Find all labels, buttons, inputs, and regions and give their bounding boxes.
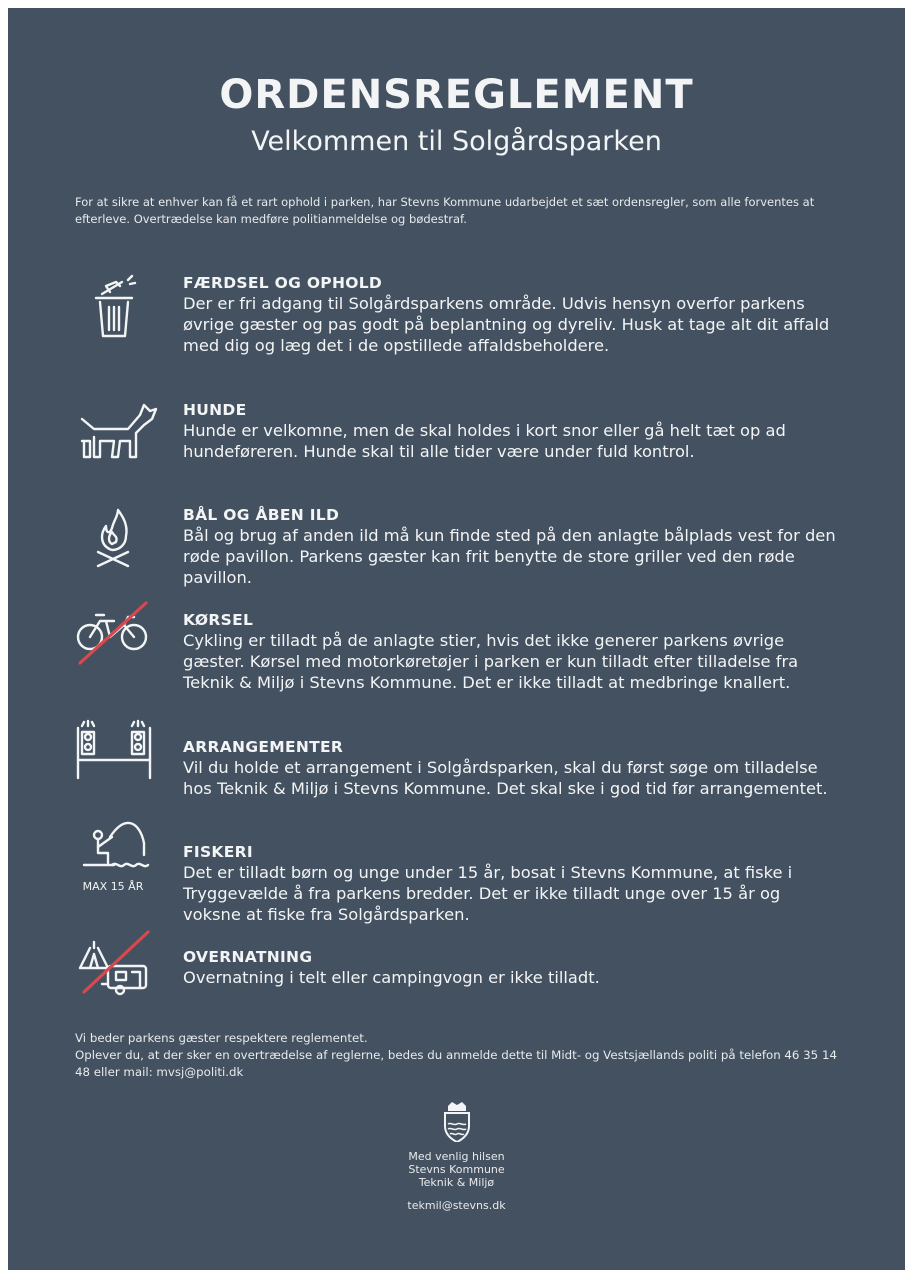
fishing-icon — [70, 843, 156, 913]
stevns-crest-icon — [440, 1102, 474, 1142]
rule-heading: BÅL OG ÅBEN ILD — [183, 506, 340, 524]
signature-greeting: Med venlig hilsen — [408, 1150, 505, 1163]
rule-body: Der er fri adgang til Solgårdsparkens område. Udvis hensyn overfor parkens øvrige gæster og pas godt på beplantning og dyreliv. Husk at tage alt dit affald med dig og læg det i de opstillede affaldsbeholdere. — [183, 294, 830, 355]
rule-body: Vil du holde et arrangement i Solgårdsparken, skal du først søge om tilladelse hos Teknik & Miljø i Stevns Kommune. Det skal ske i god tid før arrangementet. — [183, 758, 828, 798]
rule-heading: ARRANGEMENTER — [183, 738, 344, 756]
rule-body: Hunde er velkomne, men de skal holdes i kort snor eller gå helt tæt op ad hundeføreren. Hunde skal til alle tider være under fuld kontrol. — [183, 421, 786, 461]
page-title: ORDENSREGLEMENT — [219, 72, 694, 118]
signature-block — [8, 1150, 905, 1189]
contact-email[interactable]: tekmil@stevns.dk — [407, 1199, 506, 1212]
footer-line-respect: Vi beder parkens gæster respektere reglementet. — [75, 1031, 368, 1045]
poster — [8, 8, 905, 1270]
no-camping-icon — [70, 948, 156, 1018]
signature-organisation: Stevns Kommune — [408, 1163, 505, 1176]
rule-heading: OVERNATNING — [183, 948, 313, 966]
intro-text: For at sikre at enhver kan få et rart ophold i parken, har Stevns Kommune udarbejdet et sæt ordensregler, som alle forventes at efterleve. Overtrædelse kan medføre politianmeldelse og bødestraf. — [75, 195, 815, 226]
rule-heading: KØRSEL — [183, 611, 254, 629]
rule-body: Bål og brug af anden ild må kun finde sted på den anlagte bålplads vest for den røde pavillon. Parkens gæster kan frit benytte de store griller ved den røde pavillon. — [183, 526, 836, 587]
footer-line-report: Oplever du, at der sker en overtrædelse af reglerne, bedes du anmelde dette til Midt- og Vestsjællands politi på telefon 46 35 14 48 eller mail: mvsj@politi.dk — [75, 1048, 837, 1079]
page-subtitle: Velkommen til Solgårdsparken — [251, 126, 662, 157]
dog-icon — [70, 401, 156, 471]
stage-speakers-icon — [70, 738, 156, 808]
campfire-icon — [70, 506, 156, 576]
rule-heading: HUNDE — [183, 401, 247, 419]
no-moped-icon — [70, 611, 156, 681]
fishing-age-caption: MAX 15 ÅR — [82, 880, 144, 893]
rule-body: Det er tilladt børn og unge under 15 år, bosat i Stevns Kommune, at fiske i Tryggevælde å fra parkens bredder. Det er ikke tilladt unge over 15 år og voksne at fiske fra Solgårdsparken. — [183, 863, 793, 924]
rule-heading: FISKERI — [183, 843, 253, 861]
footer-notice — [75, 1030, 855, 1081]
rule-body: Overnatning i telt eller campingvogn er ikke tilladt. — [183, 968, 600, 987]
signature-department: Teknik & Miljø — [418, 1176, 495, 1189]
rule-body: Cykling er tilladt på de anlagte stier, hvis det ikke generer parkens øvrige gæster. Kørsel med motorkøretøjer i parken er kun tilladt efter tilladelse fra Teknik & Miljø i Stevns Kommune. Det er ikke tilladt at medbringe knallert. — [183, 631, 799, 692]
rule-heading: FÆRDSEL OG OPHOLD — [183, 274, 383, 292]
trash-can-icon — [70, 274, 156, 344]
